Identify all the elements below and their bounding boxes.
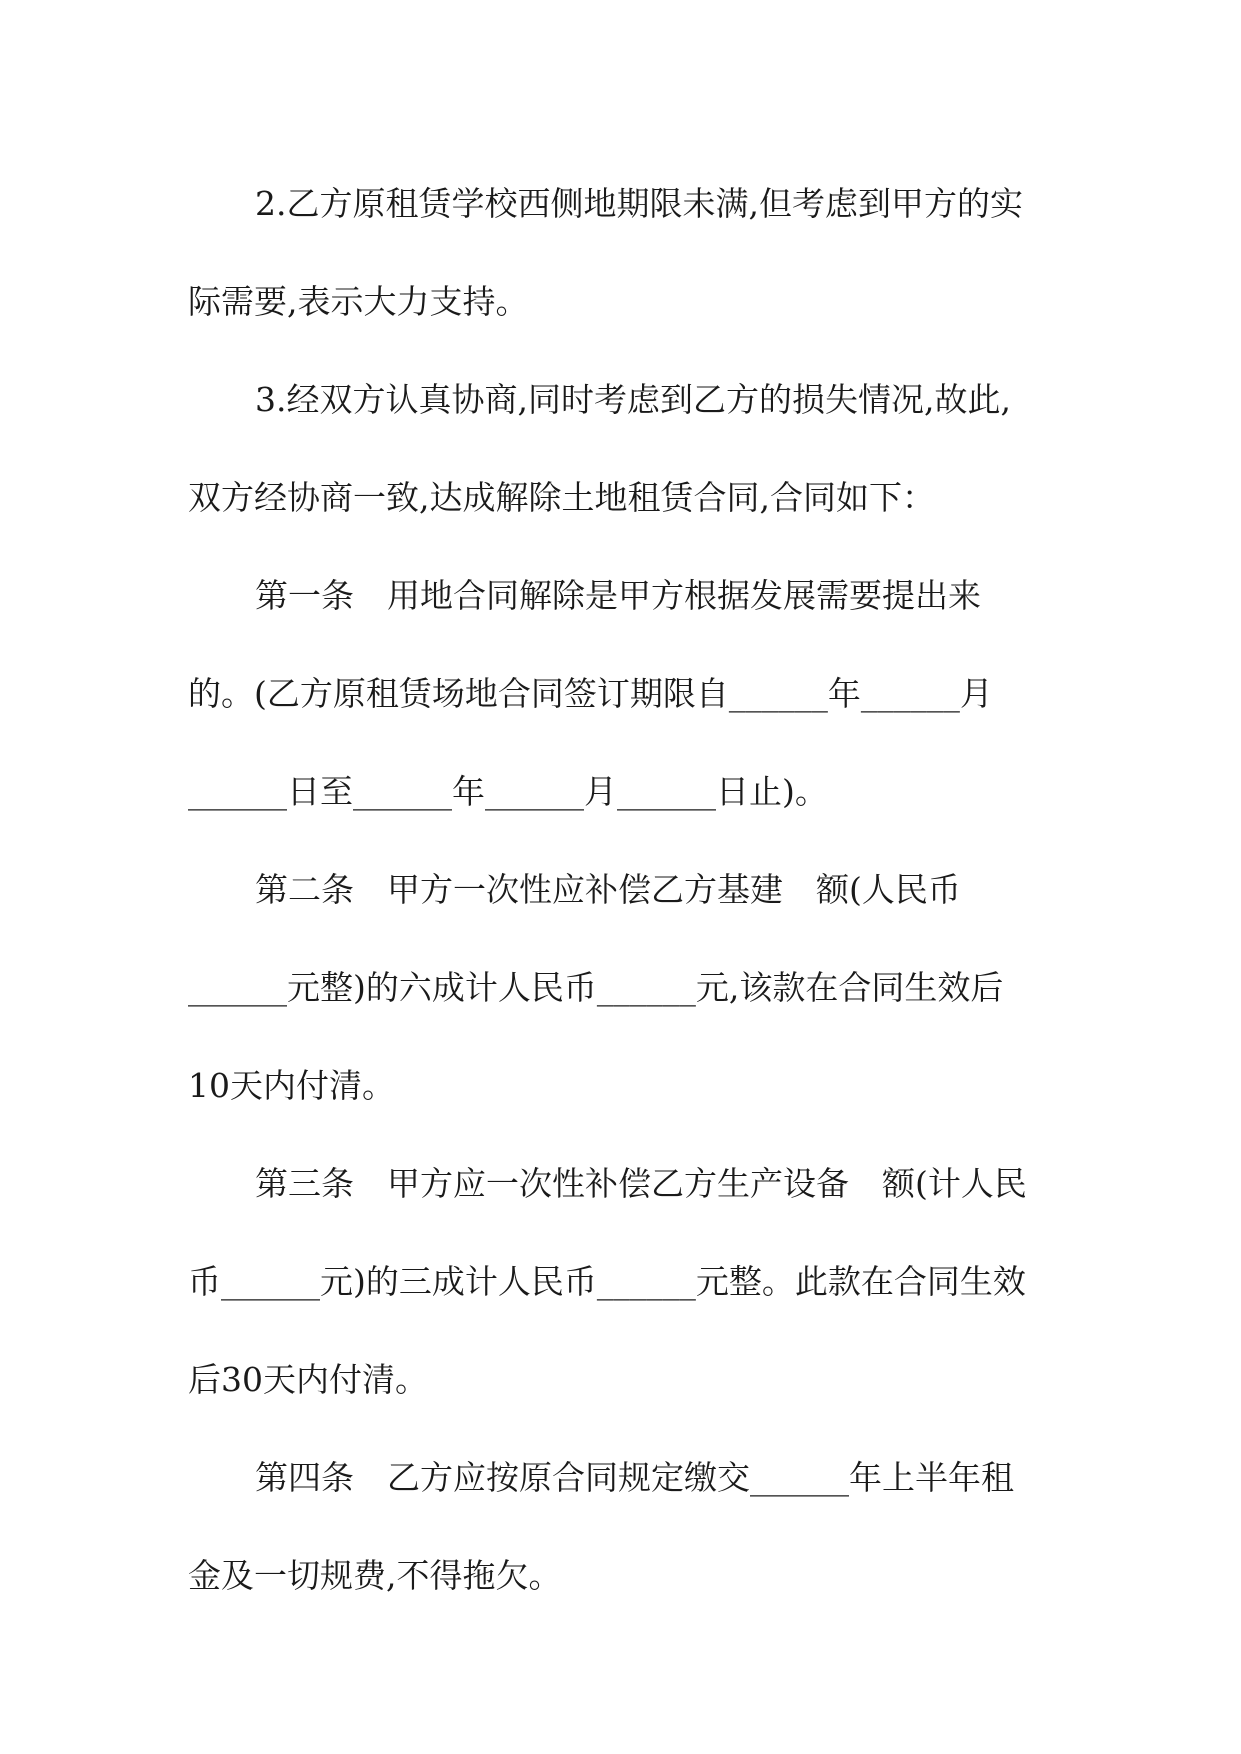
text-line: 双方经协商一致,达成解除土地租赁合同,合同如下： (188, 478, 935, 517)
text-line: 第三条 甲方应一次性补偿乙方生产设备 额(计人民 (255, 1164, 1027, 1203)
text-line: 第二条 甲方一次性应补偿乙方基建 额(人民币 (255, 870, 961, 909)
text-line: 3.经双方认真协商,同时考虑到乙方的损失情况,故此, (255, 380, 1011, 419)
text-line: ______元整)的六成计人民币______元,该款在合同生效后 (188, 968, 1004, 1007)
text-line: 际需要,表示大力支持。 (188, 282, 529, 321)
text-line: 10天内付清。 (188, 1066, 395, 1105)
text-line: ______日至______年______月______日止)。 (188, 772, 828, 811)
text-line: 后30天内付清。 (188, 1360, 428, 1399)
text-line: 第一条 用地合同解除是甲方根据发展需要提出来 (255, 576, 981, 615)
text-line: 第四条 乙方应按原合同规定缴交______年上半年租 (255, 1458, 1014, 1497)
text-line: 2.乙方原租赁学校西侧地期限未满,但考虑到甲方的实 (255, 184, 1023, 223)
text-line: 金及一切规费,不得拖欠。 (188, 1556, 562, 1595)
text-line: 的。(乙方原租赁场地合同签订期限自______年______月 (188, 674, 993, 713)
text-line: 币______元)的三成计人民币______元整。此款在合同生效 (188, 1262, 1026, 1301)
